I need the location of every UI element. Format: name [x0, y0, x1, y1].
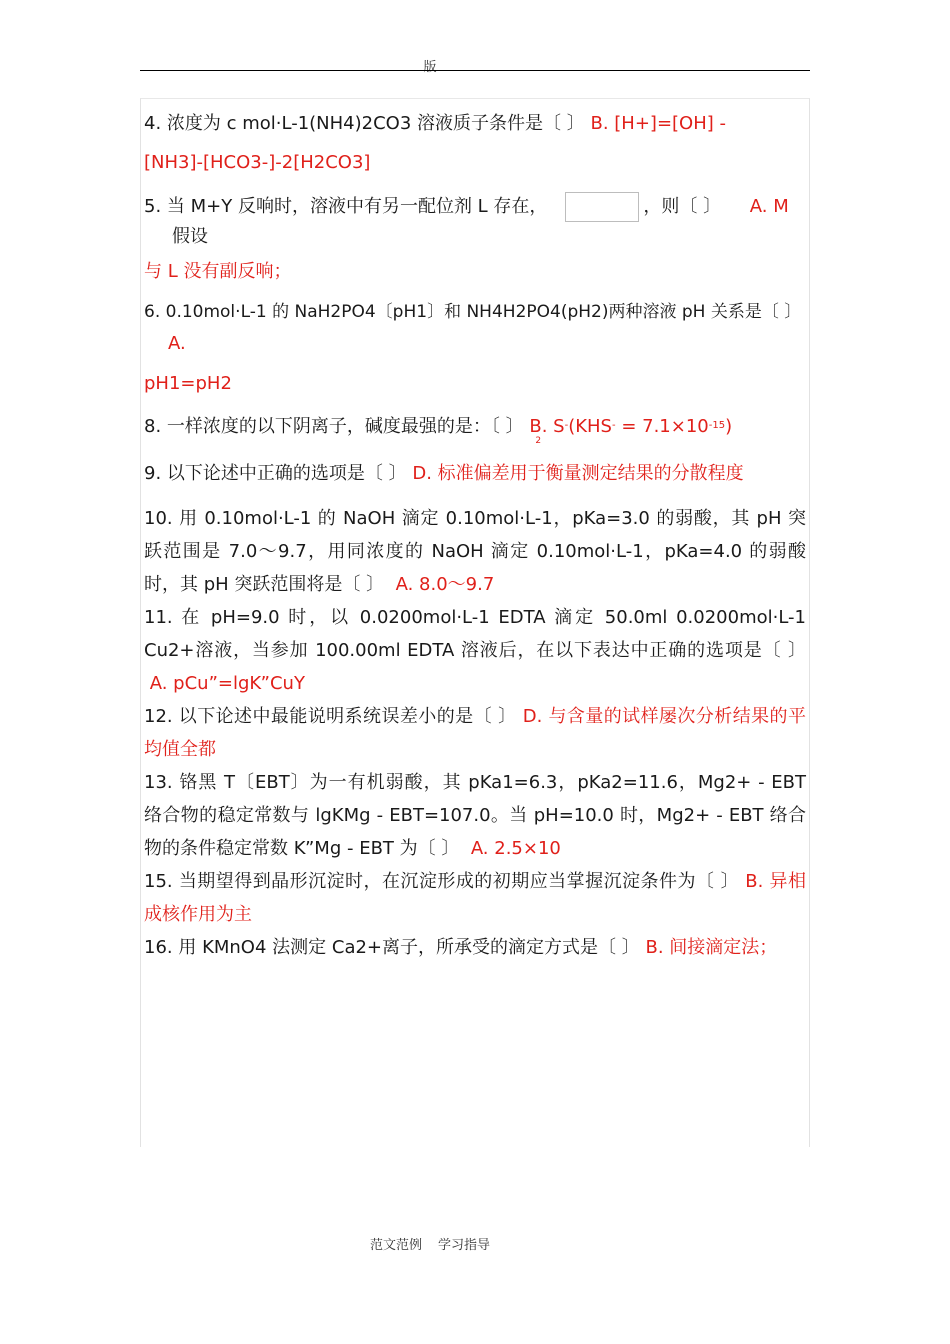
header-rule: [140, 70, 810, 71]
question-list: [144, 104, 806, 964]
question-4-answer-cont: [NH3]-[HCO3-]-2[H2CO3]: [144, 152, 371, 173]
answer-eq: = 7.1×10: [615, 416, 709, 437]
question-16-text: 16. 用 KMnO4 法测定 Ca2+离子，所承受的滴定方式是〔 〕: [144, 937, 640, 958]
question-5-condition: 假设: [172, 226, 208, 247]
question-13-answer: A. 2.5×10: [470, 838, 561, 859]
answer-end: ): [725, 416, 733, 437]
question-12: [144, 700, 806, 766]
question-12-text: 12. 以下论述中最能说明系统误差小的是〔 〕: [144, 706, 517, 727]
question-5-answer-cont: 与 L 没有副反响；: [144, 261, 292, 282]
question-5-text: 5. 当 M+Y 反响时，溶液中有另一配位剂 L 存在，: [144, 196, 548, 217]
question-5-text-cont: ，则〔 〕: [643, 196, 722, 217]
question-4-text: 4. 浓度为 c mol·L-1(NH4)2CO3 溶液质子条件是〔 〕: [144, 113, 585, 134]
question-12-answer: D. 与含量的试样屡次分析结果的平均值全都: [144, 706, 806, 760]
question-8: [144, 408, 806, 445]
question-13: [144, 766, 806, 865]
answer-box[interactable]: [565, 192, 639, 222]
question-15-text: 15. 当期望得到晶形沉淀时，在沉淀形成的初期应当掌握沉淀条件为〔 〕: [144, 871, 740, 892]
question-6-answer: A.: [168, 333, 186, 354]
question-4-answer: B. [H+]=[OH] -: [590, 113, 726, 134]
footer-left: 范文范例: [369, 1238, 422, 1253]
question-15-answer: B. 异相成核作用为主: [144, 871, 806, 925]
question-10-text: 10. 用 0.10mol·L-1 的 NaOH 滴定 0.10mol·L-1，pKa=3.0 的弱酸，其 pH 突跃范围是 7.0～9.7，用同浓度的 NaOH 滴定 0.10mol·L-1，pKa=4.0 的弱酸时，其 pH 突跃范围将是〔 〕: [144, 508, 806, 595]
question-16: [144, 931, 806, 964]
question-6: [144, 296, 806, 400]
question-8-text: 8. 一样浓度的以下阴离子，碱度最强的是：〔 〕: [144, 416, 524, 437]
question-9-text: 9. 以下论述中正确的选项是〔 〕: [144, 463, 407, 484]
answer-superscript-2: -: [611, 420, 616, 431]
answer-mid: (KHS: [568, 416, 612, 437]
question-9-answer: D. 标准偏差用于衡量测定结果的分散程度: [412, 463, 744, 484]
question-4: [144, 104, 806, 182]
question-10-answer: A. 8.0～9.7: [395, 574, 495, 595]
answer-subscript: 2: [535, 436, 542, 446]
question-15: [144, 865, 806, 931]
question-11: [144, 601, 806, 700]
question-11-answer: A. pCu”=lgK”CuY: [149, 673, 305, 694]
question-10: [144, 502, 806, 601]
header-mark: 版: [423, 60, 437, 75]
footer-right: 学习指导: [438, 1238, 491, 1253]
question-9: [144, 457, 806, 490]
question-16-answer: B. 间接滴定法；: [645, 937, 778, 958]
question-5: [144, 190, 806, 288]
question-5-answer: A. M: [749, 196, 789, 217]
question-11-text: 11. 在 pH=9.0 时，以 0.0200mol·L-1 EDTA 滴定 50.0ml 0.0200mol·L-1 Cu2+溶液，当参加 100.00ml EDTA 溶液后，在以下表达中正确的选项是〔 〕: [144, 607, 806, 661]
answer-prefix: B. S: [529, 416, 565, 437]
answer-superscript: -: [564, 420, 569, 431]
question-8-answer: [529, 416, 733, 446]
question-13-text: 13. 铬黑 T〔EBT〕为一有机弱酸，其 pKa1=6.3，pKa2=11.6，Mg2+ - EBT 络合物的稳定常数与 lgKMg - EBT=107.0。当 pH=10.0 时，Mg2+ - EBT 络合物的条件稳定常数 K”Mg - EBT 为〔 〕: [144, 772, 806, 859]
question-6-text: 6. 0.10mol·L-1 的 NaH2PO4〔pH1〕和 NH4H2PO4(pH2)两种溶液 pH 关系是〔 〕: [144, 302, 802, 322]
question-6-answer-cont: pH1=pH2: [144, 373, 232, 394]
page-footer: [0, 1234, 860, 1253]
answer-exponent: -15: [708, 420, 726, 431]
